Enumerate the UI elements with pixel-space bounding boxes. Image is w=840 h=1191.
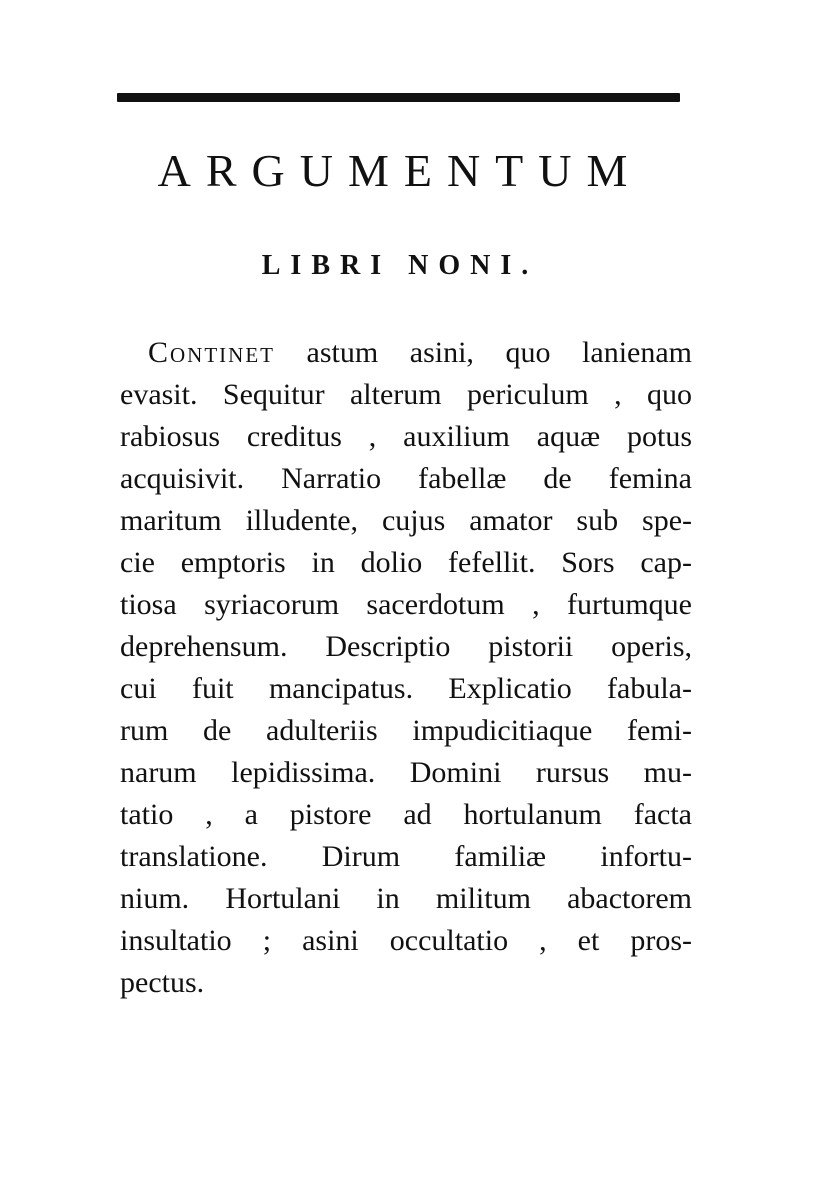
text-line: acquisivit. Narratio fabellæ de femina <box>120 462 692 495</box>
text-line: deprehensum. Descriptio pistorii operis, <box>120 630 692 663</box>
text-line: nium. Hortulani in militum abactorem <box>120 882 692 915</box>
drop-word: Continet <box>148 336 275 369</box>
text-line: tatio , a pistore ad hortulanum facta <box>120 798 692 831</box>
text-line: rum de adulteriis impudicitiaque femi- <box>120 714 692 747</box>
page-subtitle: LIBRI NONI. <box>261 250 539 281</box>
text-line: maritum illudente, cujus amator sub spe- <box>120 504 692 537</box>
text-line: narum lepidissima. Domini rursus mu- <box>120 756 692 789</box>
text-line: pectus. <box>120 966 205 999</box>
text-line: cie emptoris in dolio fefellit. Sors cap- <box>120 546 692 579</box>
argument-paragraph <box>120 332 692 1004</box>
text-line: cui fuit mancipatus. Explicatio fabula- <box>120 672 692 705</box>
text-line: Continet astum asini, quo lanienam <box>148 336 692 369</box>
header-rule <box>117 93 680 102</box>
text-line: evasit. Sequitur alterum periculum , quo <box>120 378 692 411</box>
text-line: tiosa syriacorum sacerdotum , furtumque <box>120 588 692 621</box>
text-line: translatione. Dirum familiæ infortu- <box>120 840 692 873</box>
text-line: rabiosus creditus , auxilium aquæ potus <box>120 420 692 453</box>
text-line: insultatio ; asini occultatio , et pros- <box>120 924 692 957</box>
page-title: ARGUMENTUM <box>157 145 643 196</box>
